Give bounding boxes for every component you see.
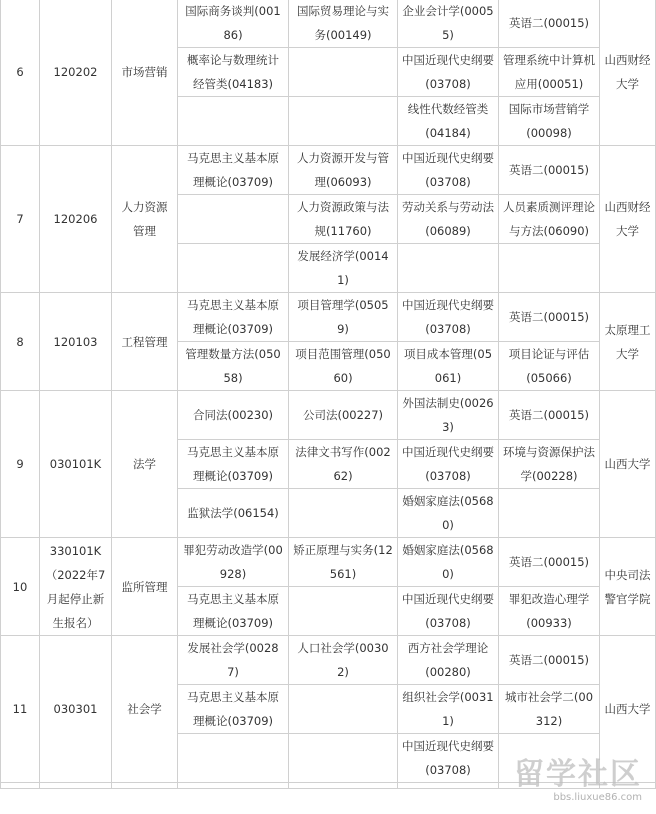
course-cell: 英语二(00015) [499,0,600,48]
major-code-cell: 120103 [40,293,112,391]
course-cell: 中国近现代史纲要(03708) [398,293,499,342]
course-cell: 管理系统中计算机应用(00051) [499,48,600,97]
course-cell: 公司法(00227) [289,391,398,440]
course-cell: 国际市场营销学(00098) [499,97,600,146]
course-cell [178,244,289,293]
empty-cell [178,783,289,789]
course-cell: 中国近现代史纲要(03708) [398,146,499,195]
course-cell: 中国近现代史纲要(03708) [398,440,499,489]
course-cell: 国际贸易理论与实务(00149) [289,0,398,48]
row-number-cell: 10 [1,538,40,636]
row-number-cell: 9 [1,391,40,538]
course-cell: 马克思主义基本原理概论(03709) [178,685,289,734]
major-name-cell: 人力资源管理 [112,146,178,293]
course-cell [499,734,600,783]
empty-cell [289,783,398,789]
course-cell: 英语二(00015) [499,293,600,342]
major-code-cell: 030301 [40,636,112,783]
course-cell [499,489,600,538]
school-cell: 山西大学 [600,391,656,538]
empty-cell [499,783,600,789]
school-cell: 太原理工大学 [600,293,656,391]
row-number-cell: 7 [1,146,40,293]
course-cell [289,685,398,734]
table-row [1,391,656,440]
course-cell: 西方社会学理论(00280) [398,636,499,685]
major-code-cell: 030101K [40,391,112,538]
course-cell [289,97,398,146]
course-cell: 发展社会学(00287) [178,636,289,685]
table-body [1,0,656,789]
course-cell: 劳动关系与劳动法(06089) [398,195,499,244]
course-cell: 监狱法学(06154) [178,489,289,538]
course-cell: 人力资源政策与法规(11760) [289,195,398,244]
empty-cell [40,783,112,789]
course-cell: 人口社会学(00302) [289,636,398,685]
course-cell: 英语二(00015) [499,636,600,685]
watermark-title: 留学社区 [514,757,642,792]
major-code-cell: 120206 [40,146,112,293]
major-name-cell: 监所管理 [112,538,178,636]
course-cell: 英语二(00015) [499,391,600,440]
course-cell: 合同法(00230) [178,391,289,440]
course-cell: 马克思主义基本原理概论(03709) [178,587,289,636]
school-cell: 山西大学 [600,636,656,783]
course-cell: 环境与资源保护法学(00228) [499,440,600,489]
course-cell: 国际商务谈判(00186) [178,0,289,48]
course-cell: 法律文书写作(00262) [289,440,398,489]
empty-cell [1,783,40,789]
course-cell: 婚姻家庭法(05680) [398,489,499,538]
course-cell [289,734,398,783]
course-cell: 管理数量方法(05058) [178,342,289,391]
course-cell [289,587,398,636]
course-cell: 项目范围管理(05060) [289,342,398,391]
course-cell: 英语二(00015) [499,146,600,195]
course-cell: 中国近现代史纲要(03708) [398,587,499,636]
course-cell: 外国法制史(00263) [398,391,499,440]
course-cell: 罪犯改造心理学(00933) [499,587,600,636]
course-cell: 人力资源开发与管理(06093) [289,146,398,195]
course-cell [178,195,289,244]
course-cell: 马克思主义基本原理概论(03709) [178,146,289,195]
major-code-cell: 120202 [40,0,112,146]
empty-cell [398,783,499,789]
course-cell: 矫正原理与实务(12561) [289,538,398,587]
table-row [1,0,656,48]
course-cell: 人员素质测评理论与方法(06090) [499,195,600,244]
course-cell: 线性代数经管类(04184) [398,97,499,146]
table-row [1,783,656,789]
major-code-cell: 330101K（2022年7月起停止新生报名） [40,538,112,636]
course-cell: 组织社会学(00311) [398,685,499,734]
course-cell: 罪犯劳动改造学(00928) [178,538,289,587]
course-cell [289,48,398,97]
course-cell: 马克思主义基本原理概论(03709) [178,293,289,342]
course-cell: 项目成本管理(05061) [398,342,499,391]
course-cell [499,244,600,293]
watermark-url: bbs.liuxue86.com [553,792,642,803]
course-cell: 中国近现代史纲要(03708) [398,48,499,97]
school-cell: 山西财经大学 [600,0,656,146]
row-number-cell: 8 [1,293,40,391]
major-name-cell: 市场营销 [112,0,178,146]
table-row [1,636,656,685]
course-cell [178,734,289,783]
course-cell [398,244,499,293]
row-number-cell: 11 [1,636,40,783]
school-cell: 中央司法警官学院 [600,538,656,636]
table-row [1,146,656,195]
course-cell: 马克思主义基本原理概论(03709) [178,440,289,489]
empty-cell [112,783,178,789]
course-cell: 项目论证与评估(05066) [499,342,600,391]
row-number-cell: 6 [1,0,40,146]
course-cell: 企业会计学(00055) [398,0,499,48]
table-row [1,293,656,342]
course-cell: 发展经济学(00141) [289,244,398,293]
table-row [1,538,656,587]
course-cell [289,489,398,538]
major-name-cell: 社会学 [112,636,178,783]
empty-cell [600,783,656,789]
course-cell: 项目管理学(05059) [289,293,398,342]
school-cell: 山西财经大学 [600,146,656,293]
course-cell: 婚姻家庭法(05680) [398,538,499,587]
major-name-cell: 工程管理 [112,293,178,391]
major-name-cell: 法学 [112,391,178,538]
course-cell: 概率论与数理统计经管类(04183) [178,48,289,97]
course-cell: 英语二(00015) [499,538,600,587]
course-cell: 中国近现代史纲要(03708) [398,734,499,783]
course-cell: 城市社会学二(00312) [499,685,600,734]
course-cell [178,97,289,146]
